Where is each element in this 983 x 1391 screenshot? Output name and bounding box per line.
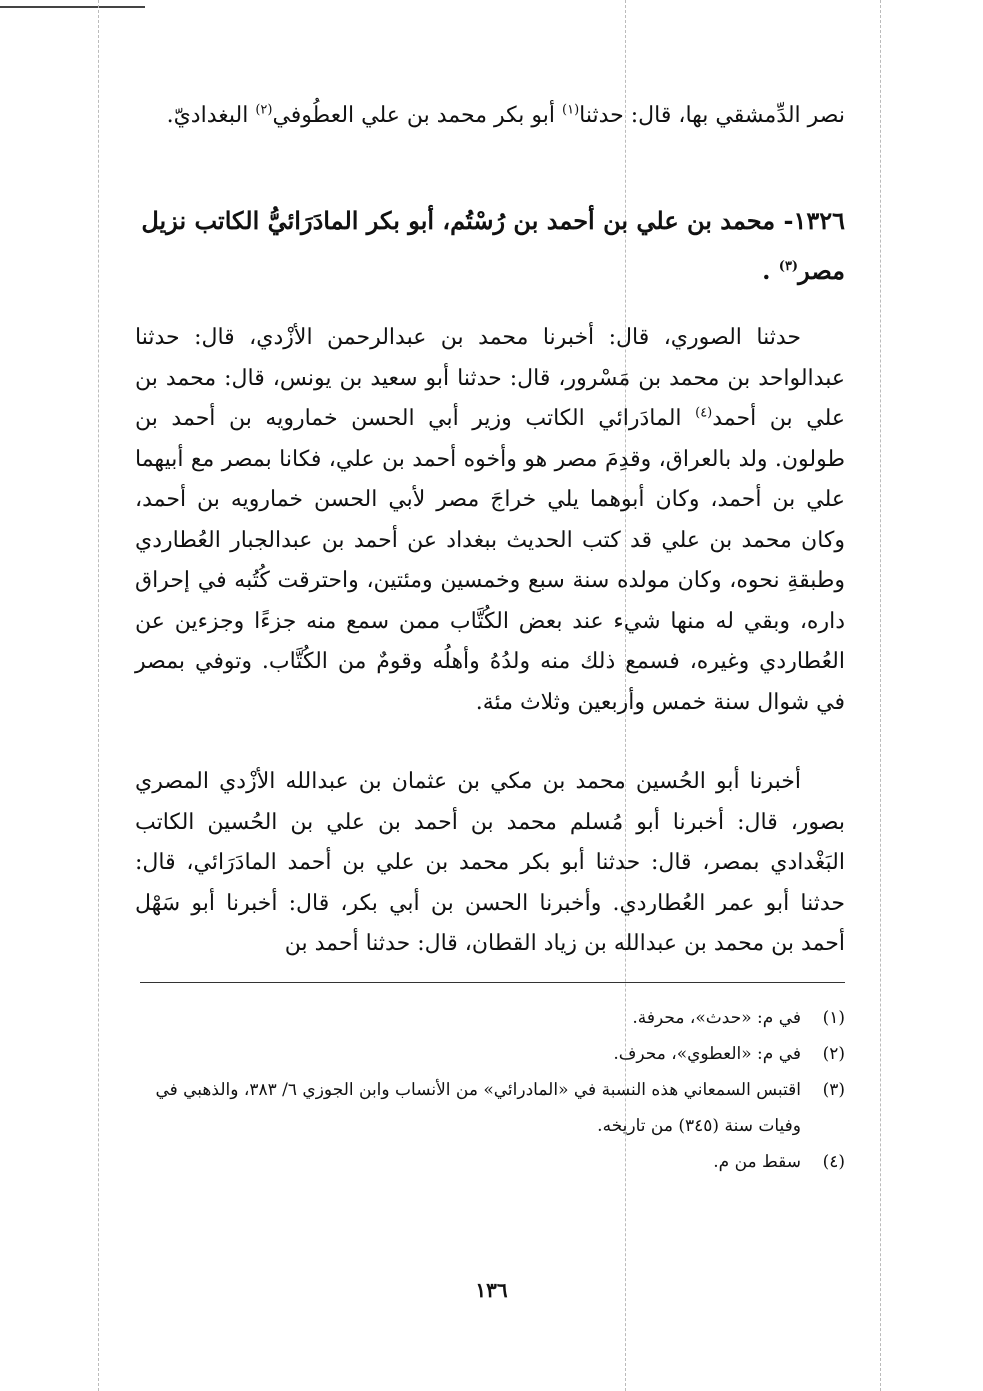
- scan-border-line: [0, 6, 145, 8]
- footnote-item: [135, 1144, 845, 1180]
- entry-heading: [135, 196, 845, 296]
- footnote-ref[interactable]: (٢): [255, 102, 273, 118]
- footnote-number: (٢): [822, 1044, 845, 1064]
- footnote-ref[interactable]: (٤): [695, 405, 713, 421]
- entry-heading-text: ١٣٢٦- محمد بن علي بن أحمد بن رُسْتُم، أبو بكر المادَرَائيُّ الكاتب نزيل مصر: [141, 206, 845, 285]
- entry-heading-end: .: [762, 256, 779, 285]
- opening-part: نصر الدِّمشقي بها، قال: حدثنا: [579, 103, 845, 128]
- footnote-ref[interactable]: (١): [562, 102, 580, 118]
- scan-guide-line: [98, 0, 99, 1391]
- footnote-number: (٣): [822, 1080, 845, 1100]
- footnote-number: (١): [822, 1008, 845, 1028]
- footnote-item: [135, 1072, 845, 1144]
- paragraph-1: [135, 318, 845, 723]
- footnotes: [135, 1000, 845, 1180]
- footnote-item: [135, 1036, 845, 1072]
- paragraph-text: حدثنا الصوري، قال: أخبرنا محمد بن عبدالرحمن الأزْدي، قال: حدثنا عبدالواحد بن محمد بن مَسْرور، قال: حدثنا أبو سعيد بن يونس، قال: محمد بن علي بن أحمد: [135, 325, 845, 431]
- footnote-text: سقط من م.: [713, 1152, 801, 1172]
- footnote-text: في م: «العطوي»، محرف.: [613, 1044, 801, 1064]
- paragraph-text: المادَرائي الكاتب وزير أبي الحسن خمارويه بن أحمد بن طولون. ولد بالعراق، وقدِمَ مصر هو وأخوه أحمد بن علي، فكانا بمصر مع أبيهما علي بن أحمد، وكان أبوهما يلي خراجَ مصر لأبي الحسن خمارويه بن أحمد، وكان محمد بن علي قد كتب الحديث ببغداد عن أحمد بن عبدالجبار العُطاردي وطبقةِ نحوه، وكان مولده سنة سبع وخمسين ومئتين، واحترقت كُتُبه في إحراق داره، وبقي له منها شيء عند بعض الكُتَّاب ممن سمع منه جزءًا وجزءين عن العُطاردي وغيره، فسمع ذلك منه ولدُهُ وأهلُه وقومٌ من الكُتَّاب. وتوفي بمصر في شوال سنة خمس وأربعين وثلاث مئة.: [135, 406, 845, 715]
- footnote-item: [135, 1000, 845, 1036]
- footnote-text: في م: «حدث»، محرفة.: [632, 1008, 801, 1028]
- paragraph-text: أخبرنا أبو الحُسين محمد بن مكي بن عثمان بن عبدالله الأزْدي المصري بصور، قال: أخبرنا أبو مُسلم محمد بن أحمد بن علي بن الحُسين الكاتب البَغْدادي بمصر، قال: حدثنا أبو بكر محمد بن علي بن أحمد المادَرَائي، قال: حدثنا أبو عمر العُطاردي. وأخبرنا الحسن بن أبي بكر، قال: أخبرنا أبو سَهْل أحمد بن محمد بن عبدالله بن زياد القطان، قال: حدثنا أحمد بن: [135, 769, 845, 956]
- page-number: ١٣٦: [475, 1278, 508, 1302]
- footnote-text: اقتبس السمعاني هذه النسبة في «المادرائي» من الأنساب وابن الجوزي ٦/ ٣٨٣، والذهبي في وفيات سنة (٣٤٥) من تاريخه.: [155, 1080, 801, 1136]
- paragraph-2: [135, 762, 845, 965]
- opening-part: أبو بكر محمد بن علي العطُوفي: [272, 103, 562, 128]
- opening-text: [135, 96, 845, 137]
- footnote-number: (٤): [822, 1152, 845, 1172]
- footnote-ref[interactable]: (٣): [778, 259, 799, 274]
- opening-part: البغداديّ.: [166, 103, 256, 128]
- scan-guide-line: [880, 0, 881, 1391]
- footnote-divider: [140, 982, 845, 983]
